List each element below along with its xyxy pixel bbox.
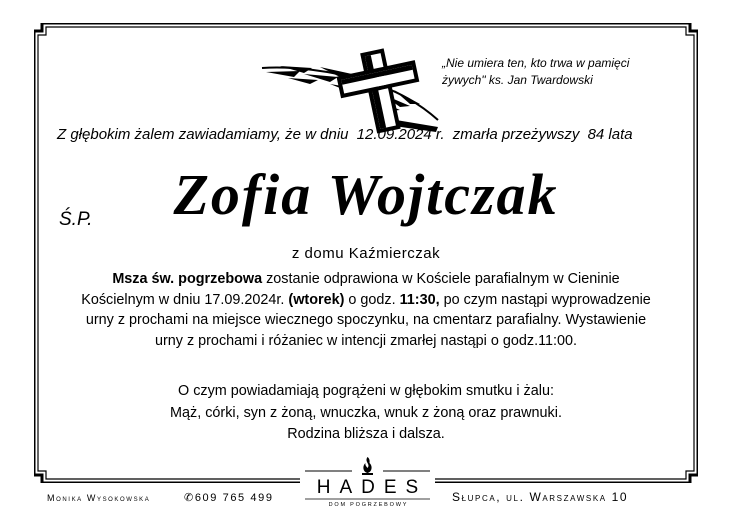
address: Słupca, ul. Warszawska 10 <box>452 490 629 504</box>
cross-with-branch-icon <box>260 44 440 139</box>
mass-label: Msza św. pogrzebowa <box>112 271 263 287</box>
family-list: Mąż, córki, syn z żoną, wnuczka, wnuk z żoną oraz prawnuki. <box>170 405 562 421</box>
mass-time: 11:30, <box>399 291 440 308</box>
logo-subtitle: DOM POGRZEBOWY <box>328 502 409 508</box>
flame-icon <box>362 457 373 475</box>
weekday: (wtorek) <box>288 291 345 308</box>
death-date: 12.09.2024 r. <box>356 126 445 143</box>
funeral-text-3: po czym nastąpi wyprowadzenie urny z prochami na miejsce wiecznego spoczynku, na cmentarz parafialny. Wystawienie urny z prochami i różaniec w intencji zmarłej nastąpi o godz.11:00. <box>85 291 651 349</box>
announcement-middle: zmarła przeżywszy <box>452 126 580 143</box>
quote-line-2: żywych" ks. Jan Twardowski <box>442 73 593 87</box>
quote-line-1: „Nie umiera ten, kto trwa w pamięci <box>442 56 630 70</box>
extended-family: Rodzina bliższa i dalsza. <box>287 426 445 442</box>
announcement-intro: Z głębokim żalem zawiadamiamy, że w dniu <box>57 126 349 143</box>
maiden-name: z domu Kaźmierczak <box>291 245 441 262</box>
funeral-text-1: zostanie odprawiona w Kościele parafialnym w Cieninie Kościelnym w dniu 17.09.2024r. <box>81 271 620 308</box>
mourners <box>34 380 698 445</box>
contact-person: Monika Wysokowska <box>47 493 151 503</box>
quote <box>442 55 702 89</box>
phone-number: ✆609 765 499 <box>184 492 274 504</box>
funeral-home-logo <box>300 455 435 513</box>
obituary-card <box>34 23 698 483</box>
logo-wordmark: HADES <box>316 477 428 498</box>
funeral-details <box>76 269 656 351</box>
deceased-name: Zofia Wojtczak <box>173 162 559 227</box>
honorific: Ś.P. <box>59 209 93 230</box>
death-announcement <box>57 126 681 143</box>
mourners-intro: O czym powiadamiają pogrążeni w głębokim smutku i żalu: <box>178 383 554 399</box>
age: 84 lata <box>587 126 633 143</box>
funeral-text-2: o godz. <box>344 291 400 308</box>
